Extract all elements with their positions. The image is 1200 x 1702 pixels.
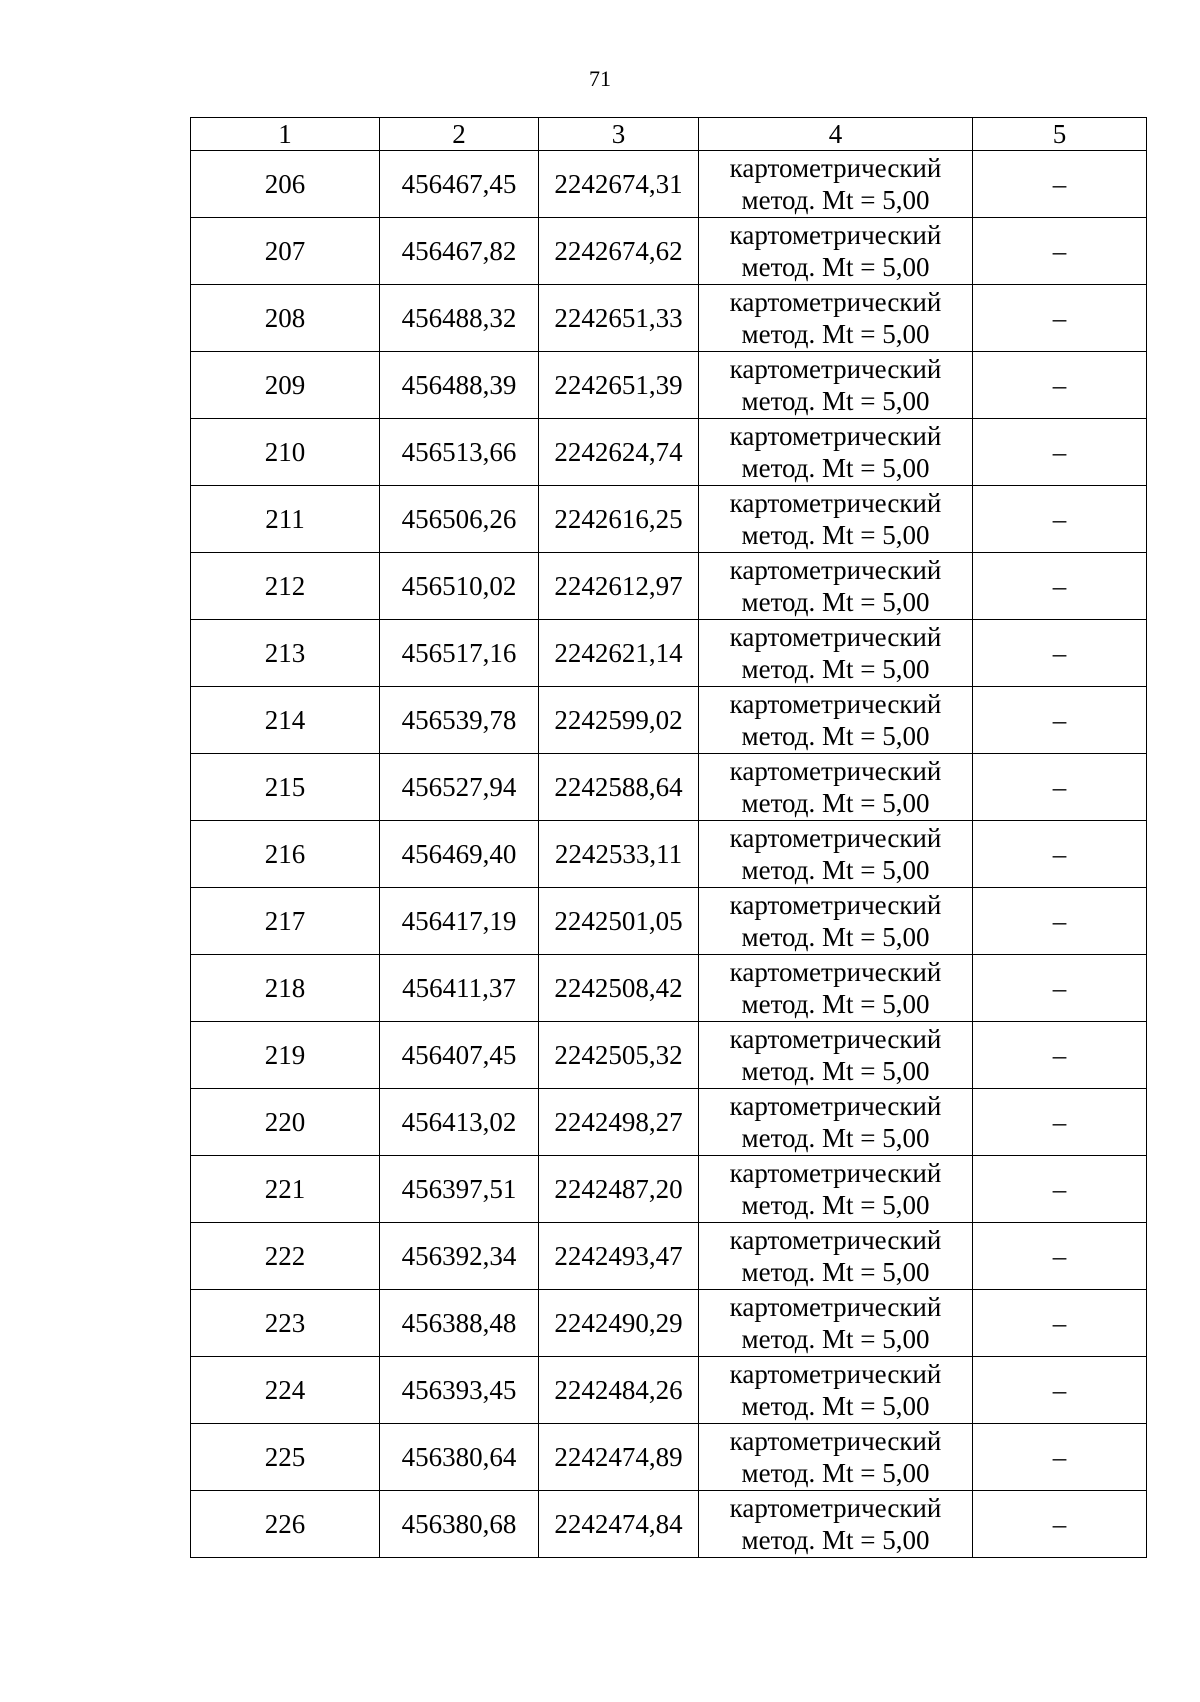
method-line-2: метод. Mt = 5,00 bbox=[741, 386, 930, 416]
point-number-cell: 219 bbox=[191, 1022, 380, 1089]
method-cell bbox=[699, 955, 973, 1022]
table-row bbox=[191, 419, 1147, 486]
table-row bbox=[191, 620, 1147, 687]
method-line-2: метод. Mt = 5,00 bbox=[741, 1391, 930, 1421]
y-coordinate-cell: 2242505,32 bbox=[539, 1022, 699, 1089]
method-line-1: картометрический bbox=[729, 1359, 942, 1389]
method-cell bbox=[699, 821, 973, 888]
description-cell: – bbox=[973, 1491, 1147, 1558]
description-cell: – bbox=[973, 486, 1147, 553]
method-line-1: картометрический bbox=[729, 555, 942, 585]
method-line-2: метод. Mt = 5,00 bbox=[741, 654, 930, 684]
method-line-2: метод. Mt = 5,00 bbox=[741, 185, 930, 215]
point-number-cell: 226 bbox=[191, 1491, 380, 1558]
point-number-cell: 206 bbox=[191, 151, 380, 218]
table-row bbox=[191, 888, 1147, 955]
method-line-1: картометрический bbox=[729, 1091, 942, 1121]
point-number-cell: 210 bbox=[191, 419, 380, 486]
y-coordinate-cell: 2242674,62 bbox=[539, 218, 699, 285]
method-cell bbox=[699, 218, 973, 285]
table-row bbox=[191, 955, 1147, 1022]
method-line-2: метод. Mt = 5,00 bbox=[741, 453, 930, 483]
method-line-2: метод. Mt = 5,00 bbox=[741, 1190, 930, 1220]
method-cell bbox=[699, 754, 973, 821]
method-cell bbox=[699, 620, 973, 687]
y-coordinate-cell: 2242501,05 bbox=[539, 888, 699, 955]
method-line-2: метод. Mt = 5,00 bbox=[741, 1458, 930, 1488]
table-row bbox=[191, 1223, 1147, 1290]
description-cell: – bbox=[973, 151, 1147, 218]
method-cell bbox=[699, 151, 973, 218]
description-cell: – bbox=[973, 821, 1147, 888]
y-coordinate-cell: 2242487,20 bbox=[539, 1156, 699, 1223]
method-line-2: метод. Mt = 5,00 bbox=[741, 1324, 930, 1354]
x-coordinate-cell: 456392,34 bbox=[380, 1223, 539, 1290]
method-line-2: метод. Mt = 5,00 bbox=[741, 1056, 930, 1086]
method-line-1: картометрический bbox=[729, 488, 942, 518]
point-number-cell: 211 bbox=[191, 486, 380, 553]
x-coordinate-cell: 456513,66 bbox=[380, 419, 539, 486]
table-row bbox=[191, 1022, 1147, 1089]
x-coordinate-cell: 456380,64 bbox=[380, 1424, 539, 1491]
method-line-2: метод. Mt = 5,00 bbox=[741, 252, 930, 282]
x-coordinate-cell: 456393,45 bbox=[380, 1357, 539, 1424]
table-row bbox=[191, 1424, 1147, 1491]
table-row bbox=[191, 1491, 1147, 1558]
page-number: 71 bbox=[589, 66, 611, 91]
method-line-1: картометрический bbox=[729, 622, 942, 652]
description-cell: – bbox=[973, 1089, 1147, 1156]
y-coordinate-cell: 2242533,11 bbox=[539, 821, 699, 888]
method-line-1: картометрический bbox=[729, 890, 942, 920]
description-cell: – bbox=[973, 955, 1147, 1022]
method-line-2: метод. Mt = 5,00 bbox=[741, 721, 930, 751]
point-number-cell: 212 bbox=[191, 553, 380, 620]
table-row bbox=[191, 754, 1147, 821]
method-cell bbox=[699, 1022, 973, 1089]
method-line-1: картометрический bbox=[729, 1426, 942, 1456]
x-coordinate-cell: 456506,26 bbox=[380, 486, 539, 553]
description-cell: – bbox=[973, 1357, 1147, 1424]
description-cell: – bbox=[973, 888, 1147, 955]
method-line-2: метод. Mt = 5,00 bbox=[741, 587, 930, 617]
y-coordinate-cell: 2242612,97 bbox=[539, 553, 699, 620]
method-line-1: картометрический bbox=[729, 689, 942, 719]
method-line-1: картометрический bbox=[729, 1225, 942, 1255]
x-coordinate-cell: 456488,39 bbox=[380, 352, 539, 419]
method-cell bbox=[699, 888, 973, 955]
y-coordinate-cell: 2242588,64 bbox=[539, 754, 699, 821]
table-body bbox=[191, 151, 1147, 1558]
y-coordinate-cell: 2242599,02 bbox=[539, 687, 699, 754]
point-number-cell: 208 bbox=[191, 285, 380, 352]
method-line-1: картометрический bbox=[729, 153, 942, 183]
column-header-x: 2 bbox=[380, 118, 539, 151]
method-cell bbox=[699, 1424, 973, 1491]
table-row bbox=[191, 553, 1147, 620]
table-row bbox=[191, 486, 1147, 553]
x-coordinate-cell: 456527,94 bbox=[380, 754, 539, 821]
method-cell bbox=[699, 1357, 973, 1424]
column-header-description: 5 bbox=[973, 118, 1147, 151]
x-coordinate-cell: 456539,78 bbox=[380, 687, 539, 754]
x-coordinate-cell: 456397,51 bbox=[380, 1156, 539, 1223]
description-cell: – bbox=[973, 1290, 1147, 1357]
table-row bbox=[191, 218, 1147, 285]
description-cell: – bbox=[973, 620, 1147, 687]
y-coordinate-cell: 2242508,42 bbox=[539, 955, 699, 1022]
header-row bbox=[191, 118, 1147, 151]
description-cell: – bbox=[973, 285, 1147, 352]
method-cell bbox=[699, 1156, 973, 1223]
method-line-1: картометрический bbox=[729, 957, 942, 987]
method-cell bbox=[699, 419, 973, 486]
method-cell bbox=[699, 1290, 973, 1357]
method-line-1: картометрический bbox=[729, 1292, 942, 1322]
x-coordinate-cell: 456413,02 bbox=[380, 1089, 539, 1156]
method-line-2: метод. Mt = 5,00 bbox=[741, 922, 930, 952]
point-number-cell: 223 bbox=[191, 1290, 380, 1357]
description-cell: – bbox=[973, 687, 1147, 754]
table-row bbox=[191, 1357, 1147, 1424]
coordinates-table bbox=[190, 117, 1147, 1558]
point-number-cell: 209 bbox=[191, 352, 380, 419]
method-line-1: картометрический bbox=[729, 354, 942, 384]
point-number-cell: 225 bbox=[191, 1424, 380, 1491]
y-coordinate-cell: 2242484,26 bbox=[539, 1357, 699, 1424]
description-cell: – bbox=[973, 1223, 1147, 1290]
x-coordinate-cell: 456517,16 bbox=[380, 620, 539, 687]
point-number-cell: 217 bbox=[191, 888, 380, 955]
method-cell bbox=[699, 352, 973, 419]
point-number-cell: 222 bbox=[191, 1223, 380, 1290]
point-number-cell: 213 bbox=[191, 620, 380, 687]
y-coordinate-cell: 2242651,39 bbox=[539, 352, 699, 419]
method-line-2: метод. Mt = 5,00 bbox=[741, 1525, 930, 1555]
method-line-1: картометрический bbox=[729, 1024, 942, 1054]
y-coordinate-cell: 2242490,29 bbox=[539, 1290, 699, 1357]
method-line-2: метод. Mt = 5,00 bbox=[741, 989, 930, 1019]
method-cell bbox=[699, 687, 973, 754]
description-cell: – bbox=[973, 1424, 1147, 1491]
method-cell bbox=[699, 1089, 973, 1156]
method-line-2: метод. Mt = 5,00 bbox=[741, 520, 930, 550]
column-header-y: 3 bbox=[539, 118, 699, 151]
x-coordinate-cell: 456467,82 bbox=[380, 218, 539, 285]
method-cell bbox=[699, 486, 973, 553]
point-number-cell: 224 bbox=[191, 1357, 380, 1424]
method-line-1: картометрический bbox=[729, 220, 942, 250]
table-row bbox=[191, 352, 1147, 419]
method-line-1: картометрический bbox=[729, 421, 942, 451]
point-number-cell: 207 bbox=[191, 218, 380, 285]
y-coordinate-cell: 2242474,84 bbox=[539, 1491, 699, 1558]
table-row bbox=[191, 1156, 1147, 1223]
table-row bbox=[191, 285, 1147, 352]
x-coordinate-cell: 456417,19 bbox=[380, 888, 539, 955]
method-line-1: картометрический bbox=[729, 756, 942, 786]
point-number-cell: 218 bbox=[191, 955, 380, 1022]
y-coordinate-cell: 2242616,25 bbox=[539, 486, 699, 553]
y-coordinate-cell: 2242674,31 bbox=[539, 151, 699, 218]
table-row bbox=[191, 821, 1147, 888]
method-cell bbox=[699, 553, 973, 620]
x-coordinate-cell: 456411,37 bbox=[380, 955, 539, 1022]
method-line-2: метод. Mt = 5,00 bbox=[741, 855, 930, 885]
description-cell: – bbox=[973, 419, 1147, 486]
point-number-cell: 221 bbox=[191, 1156, 380, 1223]
table-row bbox=[191, 151, 1147, 218]
description-cell: – bbox=[973, 1022, 1147, 1089]
column-header-method: 4 bbox=[699, 118, 973, 151]
method-cell bbox=[699, 285, 973, 352]
y-coordinate-cell: 2242474,89 bbox=[539, 1424, 699, 1491]
x-coordinate-cell: 456467,45 bbox=[380, 151, 539, 218]
method-line-2: метод. Mt = 5,00 bbox=[741, 319, 930, 349]
y-coordinate-cell: 2242498,27 bbox=[539, 1089, 699, 1156]
table-row bbox=[191, 1290, 1147, 1357]
x-coordinate-cell: 456469,40 bbox=[380, 821, 539, 888]
description-cell: – bbox=[973, 352, 1147, 419]
column-header-point-number: 1 bbox=[191, 118, 380, 151]
table-row bbox=[191, 687, 1147, 754]
x-coordinate-cell: 456488,32 bbox=[380, 285, 539, 352]
method-line-2: метод. Mt = 5,00 bbox=[741, 788, 930, 818]
point-number-cell: 215 bbox=[191, 754, 380, 821]
description-cell: – bbox=[973, 553, 1147, 620]
method-line-1: картометрический bbox=[729, 823, 942, 853]
x-coordinate-cell: 456407,45 bbox=[380, 1022, 539, 1089]
x-coordinate-cell: 456388,48 bbox=[380, 1290, 539, 1357]
x-coordinate-cell: 456380,68 bbox=[380, 1491, 539, 1558]
method-cell bbox=[699, 1491, 973, 1558]
method-line-1: картометрический bbox=[729, 1158, 942, 1188]
y-coordinate-cell: 2242624,74 bbox=[539, 419, 699, 486]
method-cell bbox=[699, 1223, 973, 1290]
point-number-cell: 216 bbox=[191, 821, 380, 888]
y-coordinate-cell: 2242493,47 bbox=[539, 1223, 699, 1290]
point-number-cell: 214 bbox=[191, 687, 380, 754]
point-number-cell: 220 bbox=[191, 1089, 380, 1156]
method-line-2: метод. Mt = 5,00 bbox=[741, 1123, 930, 1153]
description-cell: – bbox=[973, 218, 1147, 285]
table-row bbox=[191, 1089, 1147, 1156]
y-coordinate-cell: 2242621,14 bbox=[539, 620, 699, 687]
method-line-1: картометрический bbox=[729, 287, 942, 317]
x-coordinate-cell: 456510,02 bbox=[380, 553, 539, 620]
method-line-1: картометрический bbox=[729, 1493, 942, 1523]
description-cell: – bbox=[973, 1156, 1147, 1223]
description-cell: – bbox=[973, 754, 1147, 821]
method-line-2: метод. Mt = 5,00 bbox=[741, 1257, 930, 1287]
y-coordinate-cell: 2242651,33 bbox=[539, 285, 699, 352]
